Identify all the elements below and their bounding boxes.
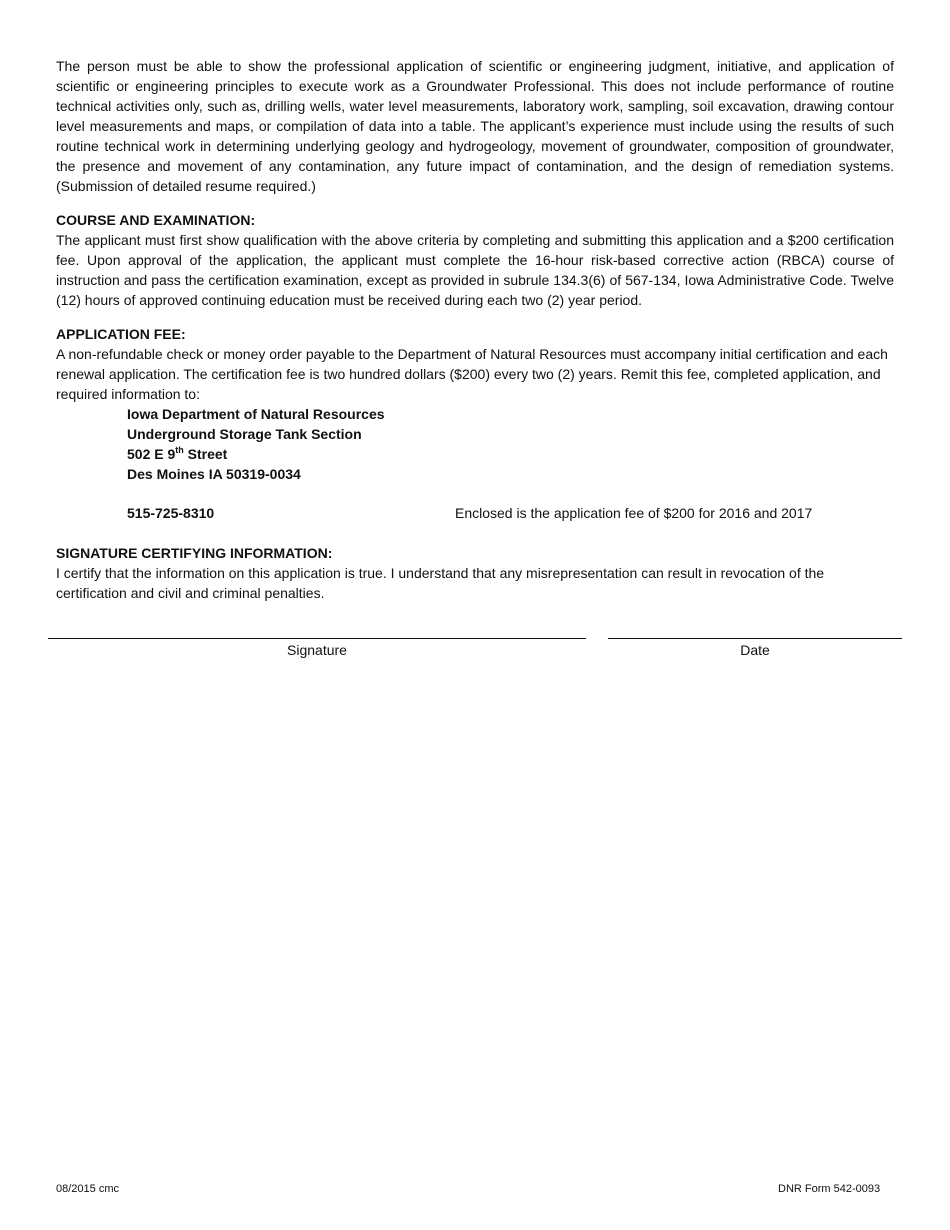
address-line-1: Iowa Department of Natural Resources (127, 406, 385, 422)
address-street-number: 502 E 9 (127, 446, 176, 462)
signature-heading: SIGNATURE CERTIFYING INFORMATION: (56, 545, 333, 561)
course-heading: COURSE AND EXAMINATION: (56, 212, 256, 228)
address-line-2: Underground Storage Tank Section (127, 426, 362, 442)
contact-row (56, 503, 894, 523)
date-line[interactable] (608, 638, 902, 639)
date-label: Date (740, 642, 770, 658)
signature-label: Signature (287, 642, 347, 658)
footer-form-number: DNR Form 542-0093 (778, 1183, 881, 1195)
address-line-4: Des Moines IA 50319-0034 (127, 466, 301, 482)
intro-paragraph: The person must be able to show the professional application of scientific or engineering judgment, initiative, and application of scientific or engineering principles to execute work as a Groundwater Professional. This does not include performance of routine technical activities only, such as, drilling wells, water level measurements, laboratory work, sampling, soil excavation, drawing contour level measurements and maps, or compilation of data into a table. The applicant’s experience must include using the results of such routine technical work in determining underlying geology and hydrogeology, movement of groundwater, composition of groundwater, the presence and movement of any contamination, any future impact of contamination, and the design of remediation systems. (Submission of detailed resume required.) (56, 58, 894, 194)
form-page (56, 56, 894, 603)
fee-section (56, 324, 894, 523)
fee-heading: APPLICATION FEE: (56, 326, 186, 342)
address-ordinal-suffix: th (175, 445, 184, 455)
signature-line[interactable] (48, 638, 586, 639)
fee-body: A non-refundable check or money order payable to the Department of Natural Resources must accompany initial certification and each renewal application. The certification fee is two hundred dollars ($200) every two (2) years. Remit this fee, completed application, and required information to: (56, 346, 888, 402)
mailing-address (127, 404, 894, 484)
signature-body: I certify that the information on this application is true. I understand that any misrepresentation can result in revocation of the certification and civil and criminal penalties. (56, 565, 825, 601)
course-body: The applicant must first show qualification with the above criteria by completing and submitting this application and a $200 certification fee. Upon approval of the application, the applicant must complete the 16-hour risk-based corrective action (RBCA) course of instruction and pass the certification examination, except as provided in subrule 134.3(6) of 567-134, Iowa Administrative Code. Twelve (12) hours of approved continuing education must be received during each two (2) year period. (56, 232, 894, 308)
enclosed-fee-note: Enclosed is the application fee of $200 for 2016 and 2017 (455, 505, 813, 521)
address-line-3 (127, 444, 894, 464)
phone-number: 515-725-8310 (127, 505, 215, 521)
footer-revision: 08/2015 cmc (56, 1183, 119, 1195)
signature-section (56, 543, 894, 603)
address-street-name: Street (183, 446, 228, 462)
course-section (56, 210, 894, 310)
